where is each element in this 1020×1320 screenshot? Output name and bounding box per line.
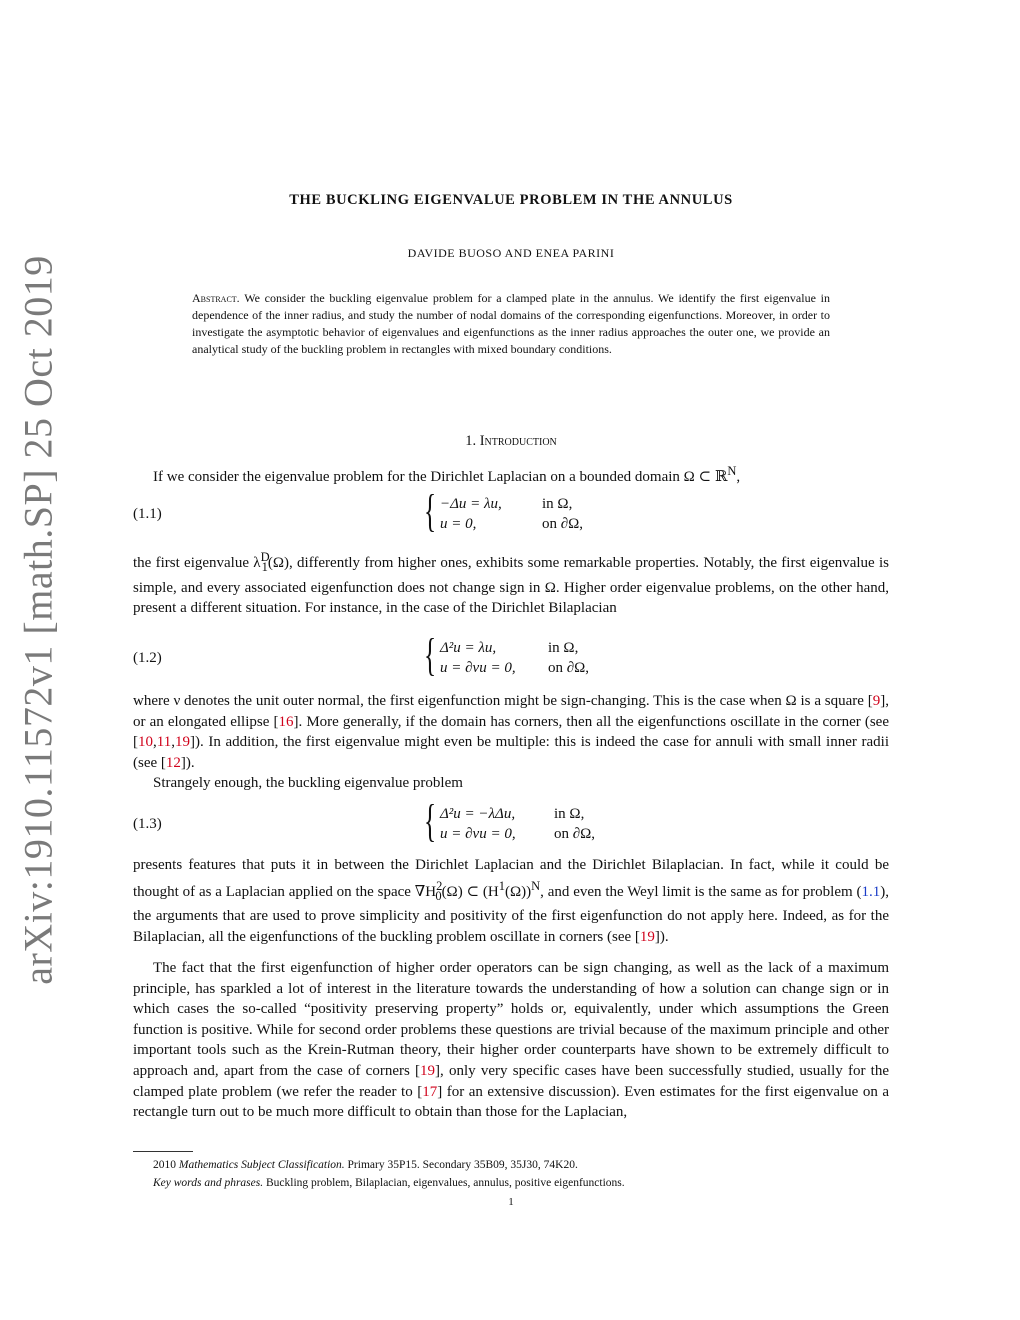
equation-1-3: { Δ²u = −λΔu, in Ω, u = ∂νu = 0, on ∂Ω, bbox=[424, 795, 596, 846]
footnote-keywords: Key words and phrases. Buckling problem, Bilaplacian, eigenvalues, annulus, positive eigenfunctions. bbox=[153, 1177, 625, 1189]
paper-title: THE BUCKLING EIGENVALUE PROBLEM IN THE ANNULUS bbox=[289, 192, 733, 208]
paragraph-5: presents features that puts it in between the Dirichlet Laplacian and the Dirichlet Bilaplacian. In fact, while it could be thought of as a Laplacian applied on the space $\nabla H^2_0(\Omega)$ ⊂ $(H^1(\Omega))^N$, and even the Weyl limit is the same as for problem (1.1), the arguments that are used to prove simplicity and positivity of the first eigenfunction do not apply here. Indeed, as for the Bilaplacian, all the eigenfunctions of the buckling problem oscillate in corners (see [19]). bbox=[133, 857, 889, 945]
page-number: 1 bbox=[508, 1196, 514, 1208]
equation-link[interactable]: 1.1 bbox=[861, 883, 881, 900]
citation-link[interactable]: 9 bbox=[872, 693, 881, 709]
equation-number-1-2: (1.2) bbox=[133, 650, 162, 666]
abstract-text: We consider the buckling eigenvalue problem for a clamped plate in the annulus. We identify the first eigenvalue in dependence of the inner radius, and study the number of nodal domains of the corresponding eigenfunctions. Moreover, in order to investigate the asymptotic behavior of eigenvalues and eigenfunctions as the inner radius approaches the outer one, we provide an analytical study of the buckling problem in rectangles with mixed boundary conditions. bbox=[192, 291, 830, 356]
citation-link[interactable]: 12 bbox=[165, 754, 181, 771]
citation-link[interactable]: 10 bbox=[138, 734, 153, 751]
paragraph-1: If we consider the eigenvalue problem for the Dirichlet Laplacian on a bounded domain Ω ⊂ ℝ$^N$, bbox=[153, 464, 741, 485]
paragraph-4: Strangely enough, the buckling eigenvalue problem bbox=[153, 775, 463, 791]
section-heading bbox=[133, 433, 889, 450]
equation-number-1-1: (1.1) bbox=[133, 506, 162, 522]
footnote-msc: 2010 Mathematics Subject Classification. Primary 35P15. Secondary 35B09, 35J30, 74K20. bbox=[153, 1159, 578, 1171]
abstract bbox=[192, 290, 830, 358]
equation-brace: { bbox=[424, 485, 437, 536]
footnote-rule bbox=[133, 1151, 193, 1152]
section-number: 1. bbox=[465, 433, 477, 449]
citation-link[interactable]: 19 bbox=[639, 928, 655, 945]
citation-link[interactable]: 16 bbox=[278, 713, 294, 730]
equation-brace: { bbox=[424, 795, 437, 846]
citation-link[interactable]: 19 bbox=[174, 734, 190, 751]
paragraph-6: The fact that the first eigenfunction of higher order operators can be sign changing, as well as the lack of a maximum principle, has sparkled a lot of interest in the literature towards the understanding of how a solution can change sign or in which cases the so-called “positivity preserving property” holds or, equivalently, under which assumptions the Green function is positive. While for second order problems these questions are trivial because of the maximum principle and other important tools such as the Krein-Rutman theory, their higher order counterparts have shown to be extremely difficult to approach and, apart from the case of corners [19], only very specific cases have been successfully studied, usually for the clamped plate problem (we refer the reader to [17] for an extensive discussion). Even estimates for the first eigenvalue on a rectangle turn out to be much more difficult to obtain than those for the Laplacian, bbox=[133, 960, 890, 1121]
equation-1-2: { Δ²u = λu, in Ω, u = ∂νu = 0, on ∂Ω, bbox=[424, 629, 590, 680]
paragraph-3: where ν denotes the unit outer normal, the first eigenfunction might be sign-changing. This is the case when Ω is a square [9], or an elongated ellipse [16]. More generally, if the domain has corners, then all the eigenfunctions oscillate in the corner (see [10,11,19]). In addition, the first eigenvalue might even be multiple: this is indeed the case for annuli with small inner radii (see [12]). bbox=[133, 693, 889, 771]
arxiv-id: arXiv:1910.11572v1 [math.SP] 25 Oct 2019 bbox=[15, 255, 61, 985]
abstract-label: Abstract. bbox=[192, 291, 240, 305]
equation-1-1: { −Δu = λu, in Ω, u = 0, on ∂Ω, bbox=[424, 485, 584, 536]
arxiv-sidebar-stamp bbox=[8, 255, 68, 985]
citation-link[interactable]: 11 bbox=[156, 734, 172, 751]
equation-brace: { bbox=[424, 629, 437, 680]
citation-link[interactable]: 19 bbox=[420, 1062, 436, 1079]
citation-link[interactable]: 17 bbox=[422, 1083, 438, 1100]
equation-number-1-3: (1.3) bbox=[133, 816, 162, 832]
paragraph-2: the first eigenvalue $\lambda^D_1(\Omega)$, differently from higher ones, exhibits some remarkable properties. Notably, the first eigenvalue is simple, and every associated eigenfunction does not change sign in Ω. Higher order eigenvalue problems, on the other hand, present a different situation. For instance, in the case of the Dirichlet Bilaplacian bbox=[133, 550, 889, 617]
paper-authors: DAVIDE BUOSO AND ENEA PARINI bbox=[407, 246, 615, 260]
section-title: Introduction bbox=[479, 433, 557, 449]
